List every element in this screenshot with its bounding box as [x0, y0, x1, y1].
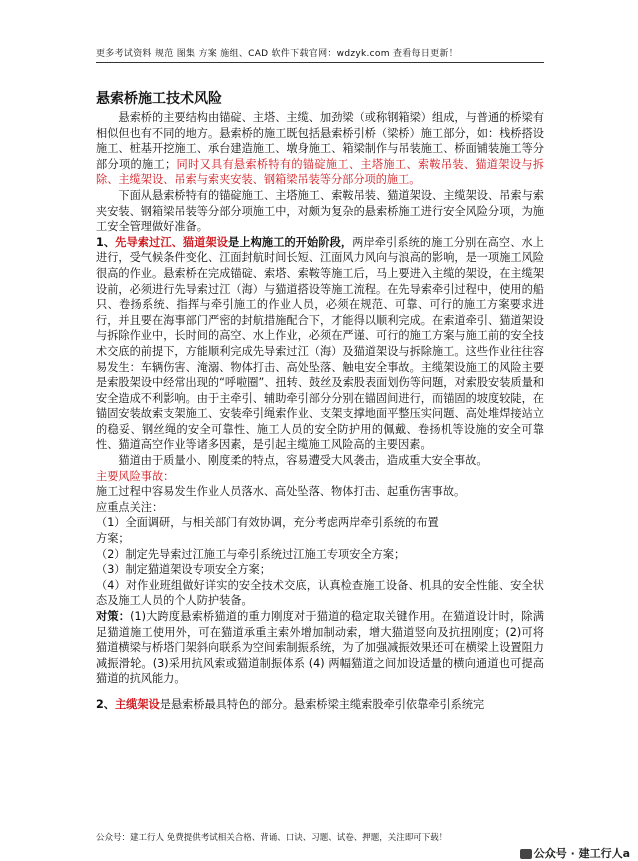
risk-text: 施工过程中容易发生作业人员落水、高处坠落、物体打击、起重伤害事故。 [96, 485, 466, 499]
intro-highlight: 同时又具有悬索桥特有的锚碇施工、主塔施工、索鞍吊装、猫道架设与拆除、主缆架设、吊索与索夹安装、钢箱梁吊装等分部分项的施工。 [96, 157, 544, 187]
intro-text: 悬索桥的主要结构由锚碇、主塔、主缆、加劲梁（或称钢箱梁）组成，与普通的桥梁有相似但也有不同的地方。悬索桥的施工既包括悬索桥引桥（梁桥）施工部分，如：栈桥搭设施工、桩基开挖施工、承台建造施工、墩身施工、箱梁制作与吊装施工、桥面铺装施工等分部分项的施工； [96, 111, 544, 171]
header-divider [96, 62, 544, 63]
focus-item-2: （2）制定先导索过江施工与牵引系统过江施工专项安全方案； [96, 547, 406, 561]
focus-label: 应重点关注： [96, 500, 164, 514]
spacer [96, 687, 544, 697]
focus-item-1: （1）全面调研，与相关部门有效协调，充分考虑两岸牵引系统的布置 [96, 516, 439, 530]
section-1-heading: 先导索过江、猫道架设 [115, 235, 229, 249]
measures-label: 对策： [96, 610, 131, 623]
measures-text: (1)大跨度悬索桥猫道的重力刚度对于猫道的稳定取关键作用。在猫道设计时，除满足猫道施工使用外，可在猫道承重主索外增加制动索，增大猫道竖向及抗扭刚度；(2)可将猫道横梁与桥塔门架斜向联系为空间索制振系统，为了加强减振效果还可在横梁上设置阻力减振滑轮。(3)采用抗风索或猫道制振体系 (4) 两幅猫道之间加设适量的横向通道也可提高猫道的抗风能力。 [96, 610, 544, 686]
plan-label: 方案； [96, 532, 130, 546]
section-1-number: 1、 [96, 235, 116, 249]
focus-item-3: （3）制定猫道架设专项安全方案； [96, 563, 271, 577]
section-1-lead: 是上构施工的开始阶段， [228, 235, 353, 249]
wechat-icon [520, 849, 532, 859]
section-1-text: 两岸牵引系统的施工分别在高空、水上进行，受气候条件变化、江面封航时间长短、江面风力风向与浪高的影响，是一项施工风险很高的作业。悬索桥在完成锚碇、索塔、索鞍等施工后，马上要进入主缆的架设，在主缆架设前，必须进行先导索过江（海）与猫道搭设等施工流程。在先导索牵引过程中，使用的船只、卷扬系统、指挥与牵引施工的作业人员，必须在规范、可靠、可行的施工方案要求进行，并且要在海事部门严密的封航措施配合下，才能得以顺利完成。在索道牵引、猫道架设与拆除作业中，长时间的高空、水上作业，必须在严谨、可行的施工方案与施工前的安全技术交底的前提下，方能顺利完成先导索过江（海）及猫道架设与拆除施工。这些作业往往容易发生：车辆伤害、淹溺、物体打击、高处坠落、触电安全事故。主缆架设施工的风险主要是索股架设中经常出现的“呼啦圈”、扭转、鼓丝及索股表面划伤等问题，对索股安装质量和安全造成不利影响。由于主牵引、辅助牵引部分分别在锚固间进行，而锚固的坡度较陡，在锚固安装故索支架施工、安装牵引绳索作业、支架支撑地面平整压实问题、高处堆焊接站立的稳妥、钢丝绳的安全可靠性、施工人员的安全防护用的佩戴、卷扬机等设施的安全可靠性、猫道高空作业等诸多因素，是引起主缆施工风险高的主要因素。 [96, 235, 544, 452]
watermark [520, 845, 630, 861]
paragraph-intro [96, 110, 544, 188]
document-body [96, 110, 544, 713]
page-title: 悬索桥施工技术风险 [96, 91, 222, 107]
section-1 [96, 235, 544, 453]
section-2-number: 2、 [96, 697, 115, 711]
watermark-text: 公众号 · 建工行人a [533, 847, 630, 860]
page-footer: 公众号：建工行人 免费提供考试相关合格、背诵、口诀、习题、试卷、押题，关注即可下载！ [96, 833, 448, 843]
paragraph-overview: 下面从悬索桥特有的锚碇施工、主塔施工、索鞍吊装、猫道架设、主缆架设、吊索与索夹安装、钢箱梁吊装等分部分项施工中，对颇为复杂的悬索桥施工进行安全风险分项，为施工安全管理做好准备。 [96, 188, 544, 234]
section-2-text: 是悬索桥最具特色的部分。悬索桥梁主缆索股牵引依靠牵引系统完 [159, 697, 485, 711]
section-2 [96, 697, 544, 713]
section-2-heading: 主缆架设 [114, 697, 160, 711]
focus-item-4: （4）对作业班组做好详实的安全技术交底，认真检查施工设备、机具的安全性能、安全状态及施工人员的个人防护装备。 [96, 578, 544, 608]
paragraph-wind: 猫道由于质量小、刚度柔的特点，容易遭受大风袭击，造成重大安全事故。 [118, 454, 488, 468]
risk-label: 主要风险事故： [96, 469, 175, 483]
page-header: 更多考试资料 规范 图集 方案 施组、CAD 软件下载官网：wdzyk.com 查看每日更新！ [96, 49, 459, 59]
measures [96, 609, 544, 687]
